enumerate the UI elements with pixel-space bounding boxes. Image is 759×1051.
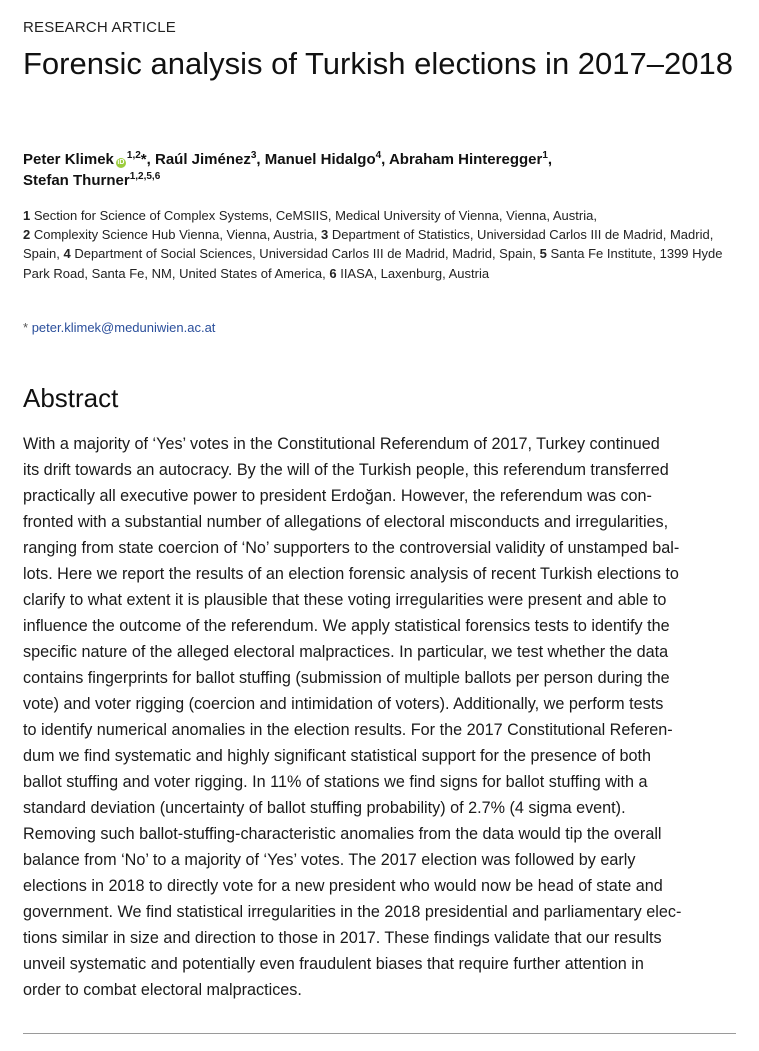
abstract-line: ranging from state coercion of ‘No’ supporters to the controversial validity of unstamped bal- (23, 539, 680, 557)
author-affiliation-marks: 1 (542, 150, 548, 161)
author[interactable] (155, 151, 265, 168)
affiliation-number: 5 (539, 246, 547, 262)
abstract-line: government. We find statistical irregularities in the 2018 presidential and parliamentary elec- (23, 903, 682, 921)
affiliation-number: 6 (329, 265, 337, 281)
author-name: Manuel Hidalgo (264, 151, 376, 168)
affiliation-text: Section for Science of Complex Systems, CeMSIIS, Medical University of Vienna, Vienna, Austria, (30, 208, 597, 223)
corresponding-star: * (23, 320, 29, 335)
abstract-line: ballot stuffing and voter rigging. In 11% of stations we find signs for ballot stuffing with a (23, 773, 648, 791)
affiliation-text: Department of Social Sciences, Universidad Carlos III de Madrid, Madrid, Spain, (70, 246, 540, 262)
corresponding-email (23, 320, 215, 335)
abstract-line: vote) and voter rigging (coercion and intimidation of voters). Additionally, we perform tests (23, 695, 664, 713)
abstract-line: dum we find systematic and highly significant statistical support for the presence of both (23, 747, 652, 765)
article-type-label: RESEARCH ARTICLE (23, 19, 176, 36)
abstract-line: unveil systematic and potentially even fraudulent biases that require further attention in (23, 955, 644, 973)
abstract-line: order to combat electoral malpractices. (23, 981, 302, 999)
affiliation-number: 3 (320, 227, 329, 243)
abstract-line: its drift towards an autocracy. By the will of the Turkish people, this referendum transferred (23, 461, 669, 479)
abstract-line: With a majority of ‘Yes’ votes in the Constitutional Referendum of 2017, Turkey continued (23, 435, 660, 453)
author[interactable] (265, 151, 389, 168)
author-affiliation-marks: 1,2,5,6 (129, 171, 161, 182)
affiliation-text: Santa Fe Institute, 1399 Hyde Park Road, Santa Fe, NM, United States of America, (23, 246, 723, 281)
affiliations (23, 206, 738, 283)
article-title: Forensic analysis of Turkish elections in 2017–2018 (23, 46, 733, 81)
abstract-line: influence the outcome of the referendum. We apply statistical forensics tests to identify the (23, 617, 670, 635)
author-list (23, 149, 738, 191)
author-separator: , (547, 151, 553, 168)
corresponding-author-mark: * (140, 151, 147, 168)
abstract-line: standard deviation (uncertainty of ballot stuffing probability) of 2.7% (4 sigma event). (23, 799, 626, 817)
author-affiliation-marks: 1,2 (126, 150, 141, 161)
affiliation-number: 1 (23, 208, 31, 223)
author-affiliation-marks: 4 (375, 150, 382, 161)
abstract-line: specific nature of the alleged electoral malpractices. In particular, we test whether the data (23, 643, 669, 661)
author-name: Raúl Jiménez (154, 151, 251, 168)
abstract-line: lots. Here we report the results of an election forensic analysis of recent Turkish elections to (23, 565, 679, 583)
affiliation-text: Complexity Science Hub Vienna, Vienna, Austria, (30, 227, 321, 243)
abstract-line: balance from ‘No’ to a majority of ‘Yes’ votes. The 2017 election was followed by early (23, 851, 636, 869)
author-name: Peter Klimek (23, 151, 114, 168)
abstract-line: fronted with a substantial number of allegations of electoral misconducts and irregularities, (23, 513, 669, 531)
section-divider (23, 1033, 736, 1034)
abstract-text (23, 431, 739, 1003)
author-name: Stefan Thurner (23, 172, 130, 189)
author-separator: , (146, 151, 155, 168)
abstract-line: tions similar in size and direction to those in 2017. These findings validate that our results (23, 929, 662, 947)
author-affiliation-marks: 3 (250, 150, 257, 161)
author-separator: , (381, 151, 389, 168)
author[interactable] (389, 151, 552, 168)
email-link[interactable]: peter.klimek@meduniwien.ac.at (31, 320, 216, 335)
affiliation-text: IIASA, Laxenburg, Austria (336, 265, 490, 281)
author[interactable] (23, 172, 160, 189)
affiliation-number: 4 (63, 246, 71, 262)
abstract-line: elections in 2018 to directly vote for a new president who would now be head of state and (23, 877, 663, 895)
abstract-line: to identify numerical anomalies in the election results. For the 2017 Constitutional Referen- (23, 721, 673, 739)
affiliation-text: Department of Statistics, Universidad Carlos III de Madrid, Madrid, Spain, (23, 227, 714, 262)
author-separator: , (256, 151, 265, 168)
author[interactable] (23, 151, 155, 168)
abstract-heading: Abstract (23, 383, 119, 413)
abstract-line: Removing such ballot-stuffing-characteristic anomalies from the data would tip the overall (23, 825, 662, 843)
orcid-icon[interactable]: iD (117, 159, 125, 166)
abstract-line: practically all executive power to president Erdoğan. However, the referendum was con- (23, 487, 652, 505)
abstract-line: clarify to what extent it is plausible that these voting irregularities were present and able to (23, 591, 667, 609)
author-name: Abraham Hinteregger (388, 151, 543, 168)
abstract-line: contains fingerprints for ballot stuffing (submission of multiple ballots per person during the (23, 669, 670, 687)
affiliation-number: 2 (23, 227, 31, 243)
